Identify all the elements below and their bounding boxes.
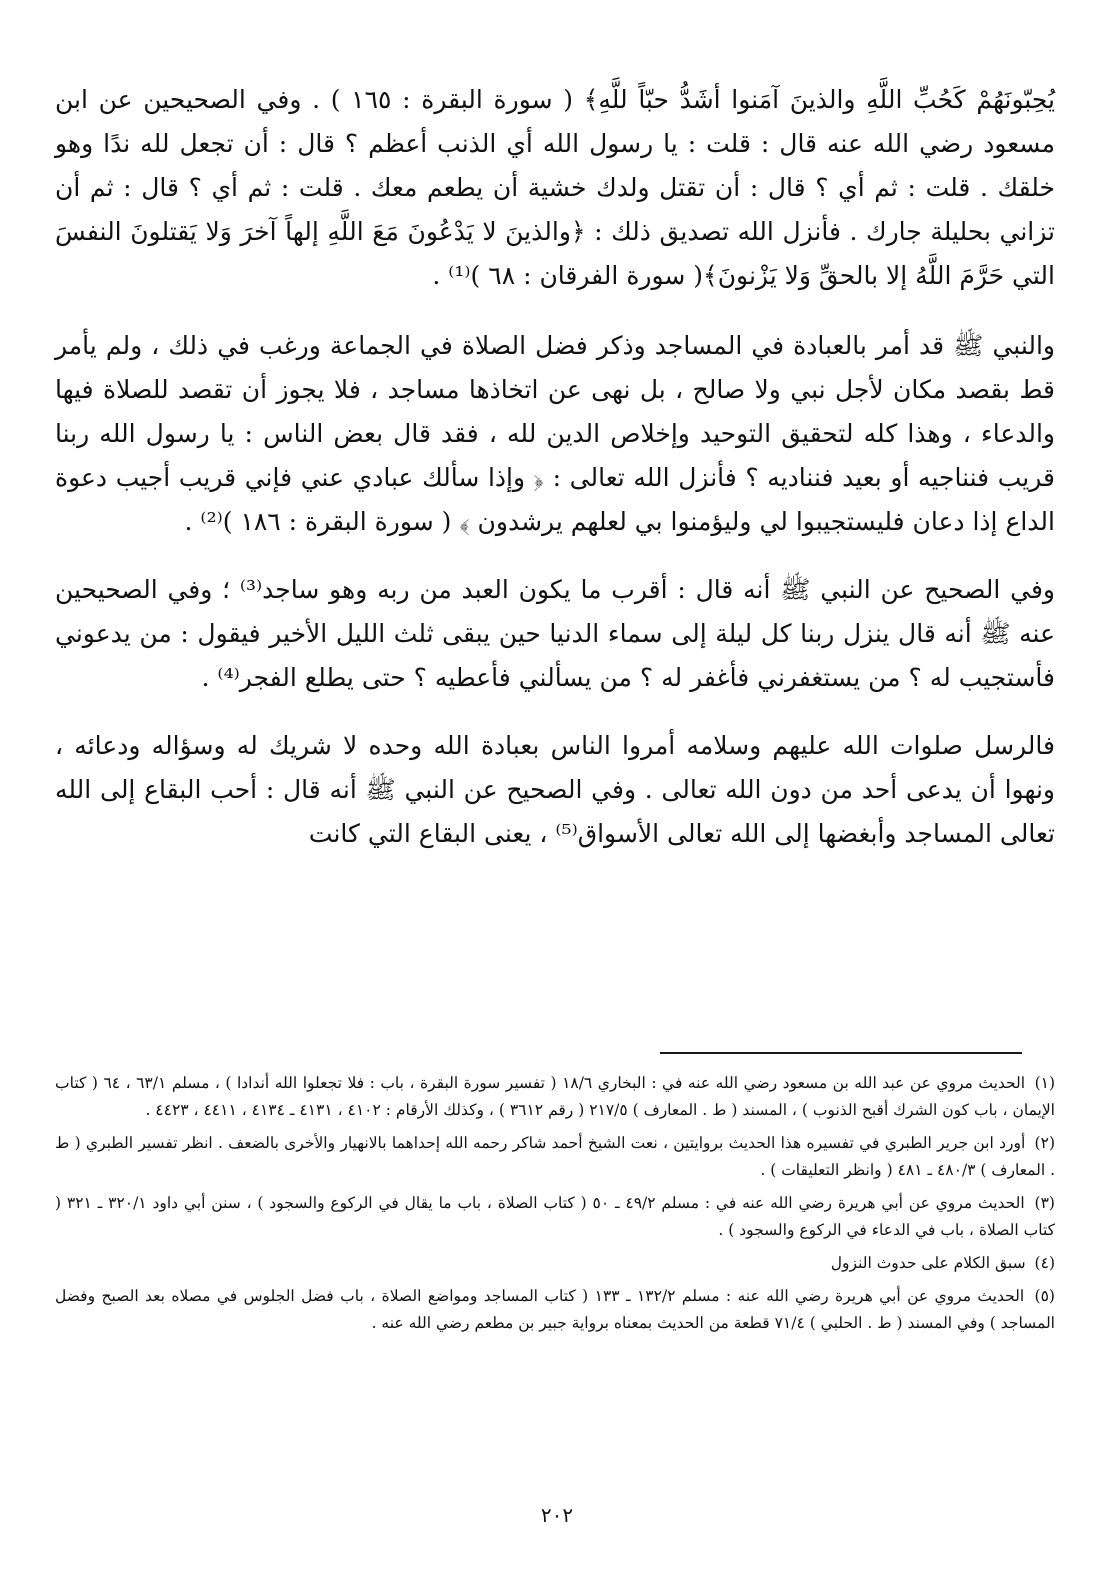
footnote-3 xyxy=(55,1190,1055,1244)
footnote-5 xyxy=(55,1283,1055,1337)
footnote-number: (٣) xyxy=(1034,1194,1055,1212)
paragraph-2: والنبي ﷺ قد أمر بالعبادة في المساجد وذكر فضل الصلاة في الجماعة ورغب في ذلك ، ولم يأمر قط بقصد مكان لأجل نبي ولا صالح ، بل نهى عن اتخاذها مساجد ، فلا يجوز أن تقصد للصلاة فيها والدعاء ، وهذا كله لتحقيق التوحيد وإخلاص الدين لله ، فقد قال بعض الناس : يا رسول الله ربنا قريب فنناجيه أو بعيد فنناديه ؟ فأنزل الله تعالى : ﴿ وإذا سألك عبادي عني فإني قريب أجيب دعوة الداع إذا دعان فليستجيبوا لي وليؤمنوا بي لعلهم يرشدون ﴾ ( سورة البقرة : ١٨٦ )⁽²⁾ . xyxy=(55,331,1055,536)
main-text xyxy=(55,78,1055,880)
footnote-1 xyxy=(55,1070,1055,1124)
footnotes xyxy=(55,1070,1055,1343)
footnote-text: الحديث مروي عن أبي هريرة رضي الله عنه : مسلم ١٣٢/٢ ـ ١٣٣ ( كتاب المساجد ومواضع الصلاة ، باب فضل الجلوس في مصلاه بعد الصبح وفضل المساجد ) وفي المسند ( ط . الحلبي ) ٧١/٤ قطعة من الحديث بمعناه برواية جبير بن مطعم رضي الله عنه . xyxy=(55,1287,1055,1332)
paragraph-4: فالرسل صلوات الله عليهم وسلامه أمروا الناس بعبادة الله وحده لا شريك له وسؤاله ودعائه ، ونهوا أن يدعى أحد من دون الله تعالى . وفي الصحيح عن النبي ﷺ أنه قال : أحب البقاع إلى الله تعالى المساجد وأبغضها إلى الله تعالى الأسواق⁽⁵⁾ ، يعنى البقاع التي كانت xyxy=(55,731,1055,848)
page-number: ٢٠٢ xyxy=(540,1503,574,1527)
footnote-number: (٤) xyxy=(1034,1254,1055,1272)
footnote-text: الحديث مروي عن أبي هريرة رضي الله عنه في : مسلم ٤٩/٢ ـ ٥٠ ( كتاب الصلاة ، باب ما يقال في الركوع والسجود ) ، سنن أبي داود ٣٢٠/١ ـ ٣٢١ ( كتاب الصلاة ، باب في الدعاء في الركوع والسجود ) . xyxy=(55,1194,1055,1239)
footnote-text: الحديث مروي عن عبد الله بن مسعود رضي الله عنه في : البخاري ١٨/٦ ( تفسير سورة البقرة ، باب : فلا تجعلوا الله أندادا ) ، مسلم ٦٣/١ ، ٦٤ ( كتاب الإيمان ، باب كون الشرك أقبح الذنوب ) ، المسند ( ط . المعارف ) ٢١٧/٥ ( رقم ٣٦١٢ ) ، وكذلك الأرقام : ٤١٠٢ ، ٤١٣١ ـ ٤١٣٤ ، ٤٤١١ ، ٤٤٢٣ . xyxy=(55,1074,1055,1119)
footnote-divider xyxy=(660,1052,1022,1054)
paragraph-1: يُحِبّونَهُمْ كَحُبِّ اللَّهِ والذينَ آمَنوا أشَدُّ حبّاً للَّهِ﴾ ( سورة البقرة : ١٦٥ ) . وفي الصحيحين عن ابن مسعود رضي الله عنه قال : قلت : يا رسول الله أي الذنب أعظم ؟ قال : أن تجعل لله ندًا وهو خلقك . قلت : ثم أي ؟ قال : أن تقتل ولدك خشية أن يطعم معك . قلت : ثم أي ؟ قال : ثم أن تزاني بحليلة جارك . فأنزل الله تصديق ذلك : ﴿والذينَ لا يَدْعُونَ مَعَ اللَّهِ إلهاً آخرَ وَلا يَقتلونَ النفسَ التي حَرَّمَ اللَّهُ إلا بالحقِّ وَلا يَزْنونَ﴾( سورة الفرقان : ٦٨ )⁽¹⁾ . xyxy=(55,85,1055,290)
footnote-number: (٢) xyxy=(1034,1134,1055,1152)
paragraph-3: وفي الصحيح عن النبي ﷺ أنه قال : أقرب ما يكون العبد من ربه وهو ساجد⁽³⁾ ؛ وفي الصحيحين عنه ﷺ أنه قال ينزل ربنا كل ليلة إلى سماء الدنيا حين يبقى ثلث الليل الأخير فيقول : من يدعوني فأستجيب له ؟ من يستغفرني فأغفر له ؟ من يسألني فأعطيه ؟ حتى يطلع الفجر⁽⁴⁾ . xyxy=(55,575,1055,692)
footnote-number: (٥) xyxy=(1034,1287,1055,1305)
footnote-text: سبق الكلام على حدوث النزول xyxy=(830,1254,1026,1272)
footnote-number: (١) xyxy=(1034,1074,1056,1092)
footnote-text: أورد ابن جرير الطبري في تفسيره هذا الحديث بروايتين ، نعت الشيخ أحمد شاكر رحمه الله إحداهما بالانهيار والأخرى بالضعف . انظر تفسير الطبري ( ط . المعارف ) ٤٨٠/٣ ـ ٤٨١ ( وانظر التعليقات ) . xyxy=(55,1134,1055,1179)
footnote-2 xyxy=(55,1130,1055,1184)
footnote-4 xyxy=(55,1250,1055,1277)
